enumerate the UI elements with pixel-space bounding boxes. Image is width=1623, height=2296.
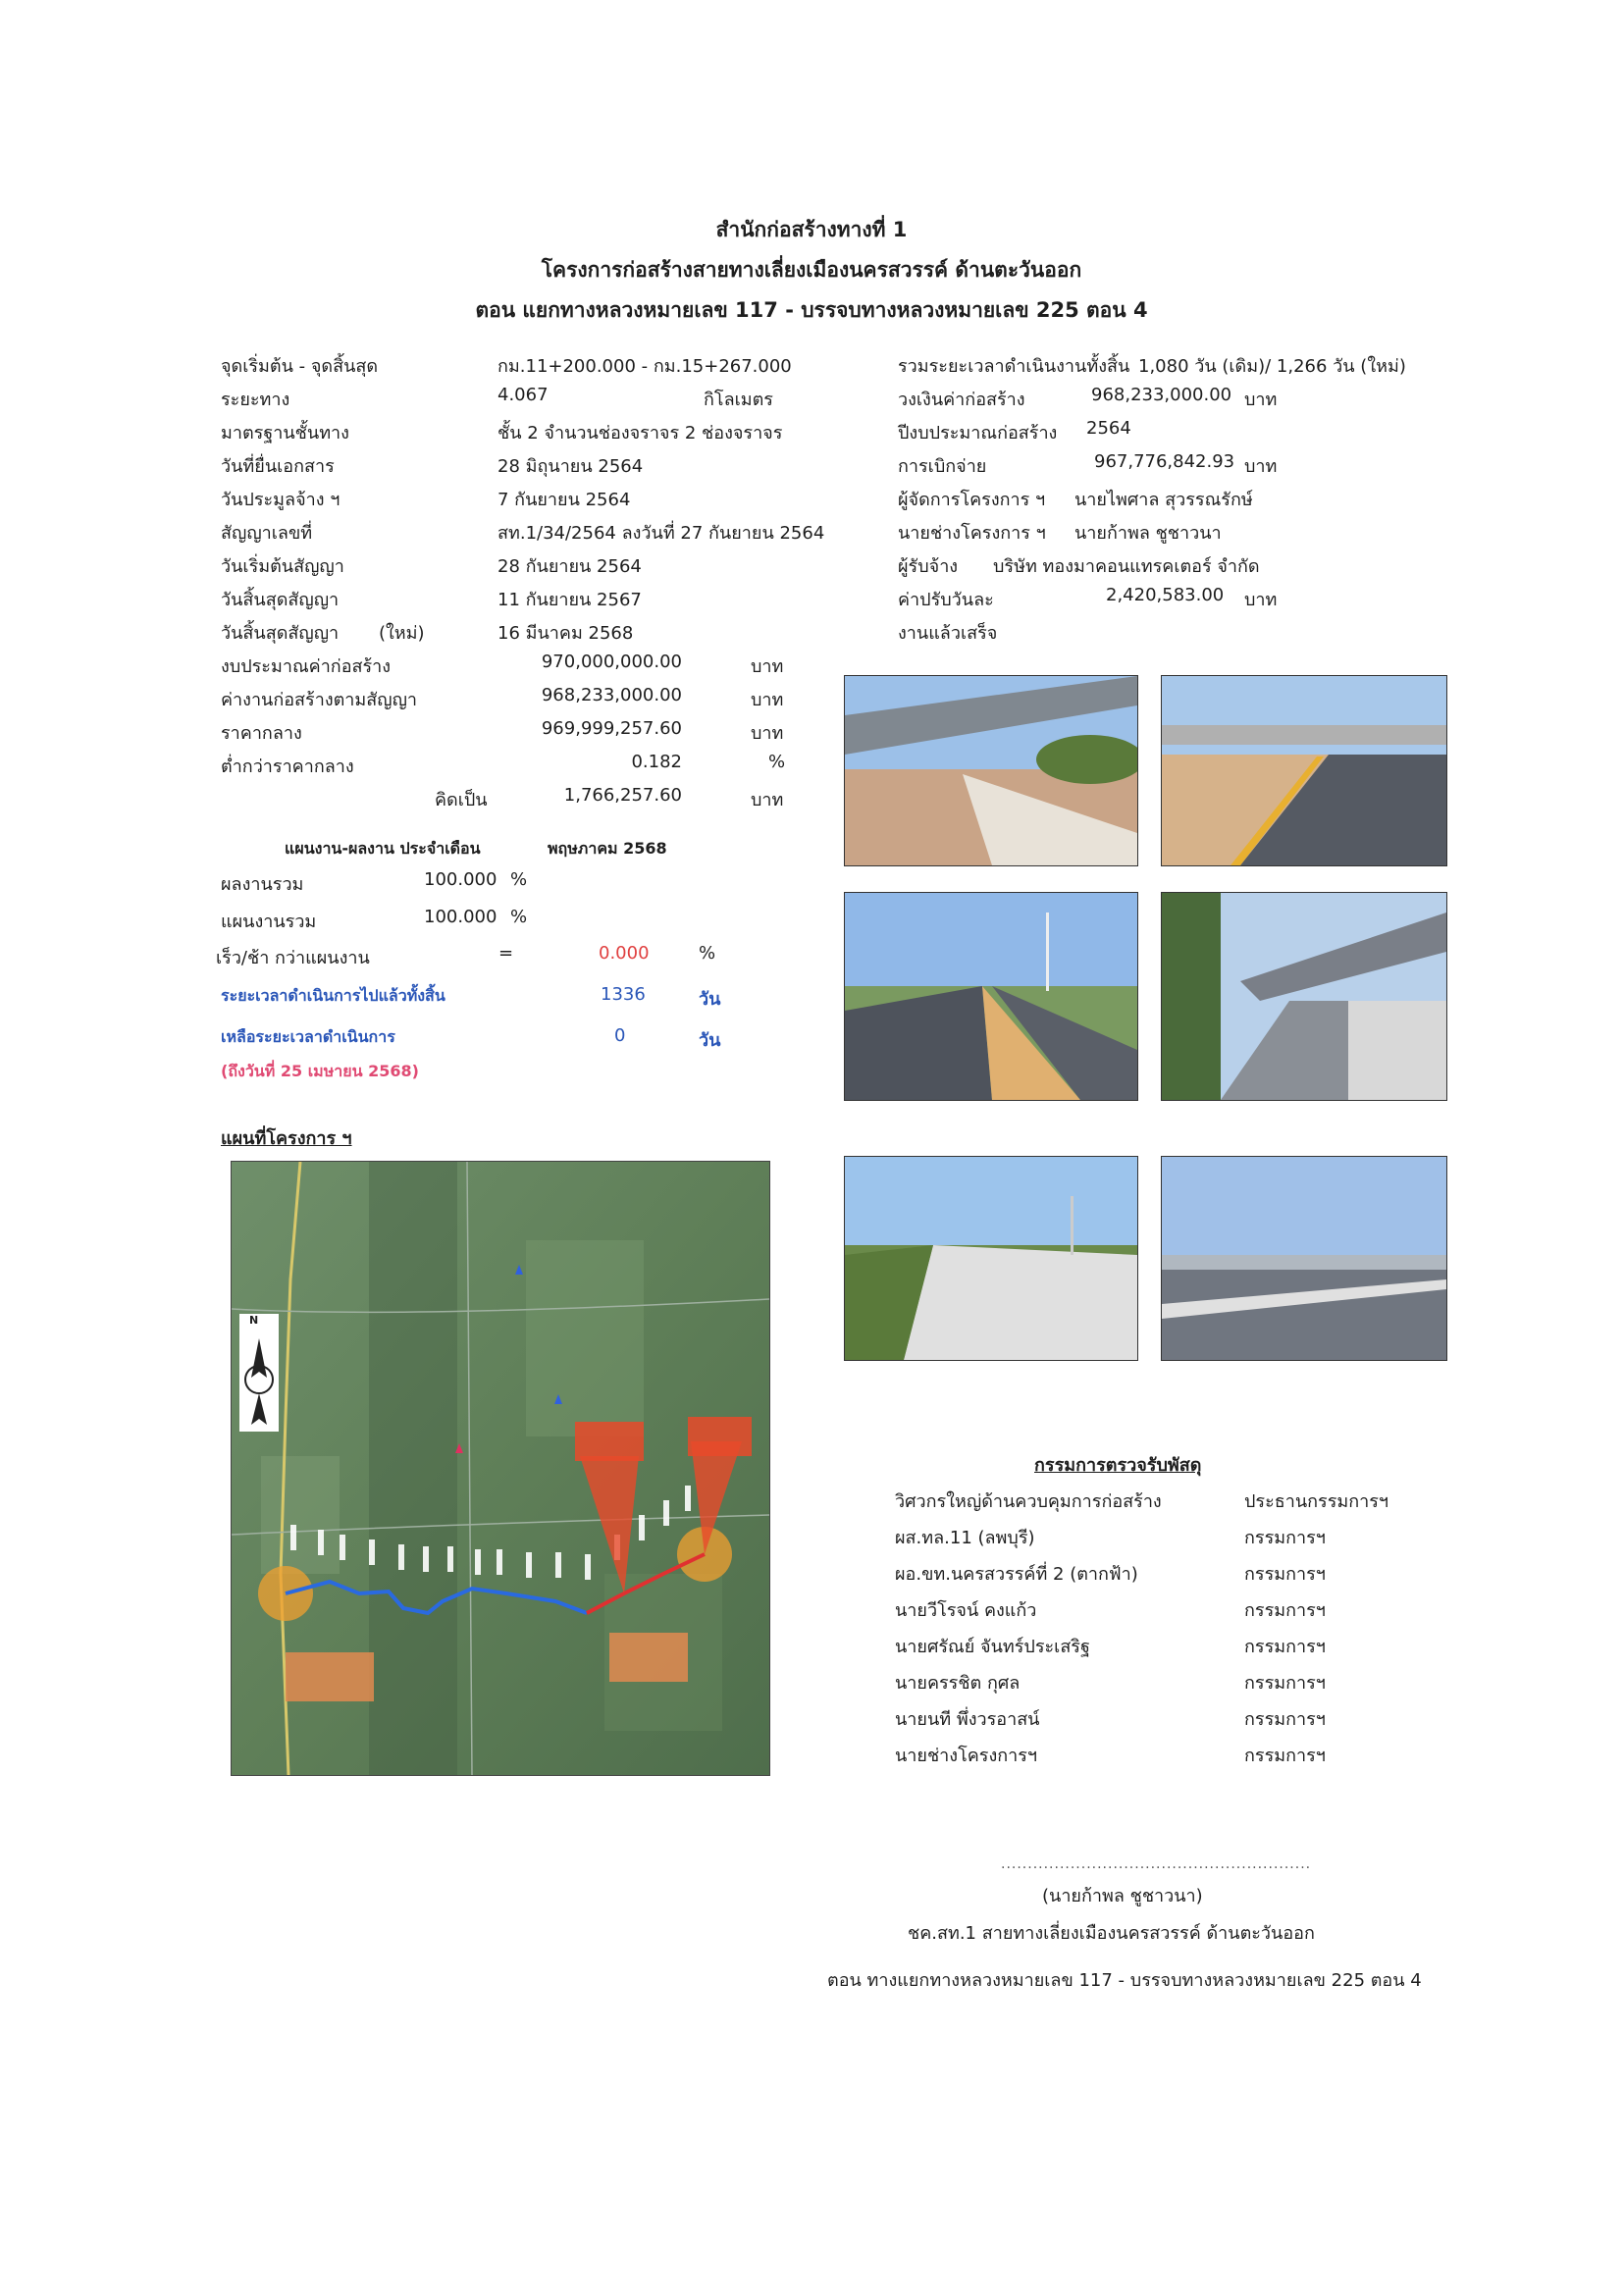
money-label: ราคากลาง bbox=[221, 723, 302, 744]
committee-member-role: กรรมการฯ bbox=[1244, 1528, 1326, 1548]
committee-member-role: กรรมการฯ bbox=[1244, 1746, 1326, 1766]
info-label: ผู้รับจ้าง bbox=[898, 556, 959, 577]
info-value: 1,080 วัน (เดิม)/ 1,266 วัน (ใหม่) bbox=[1138, 356, 1406, 377]
info-value: ชั้น 2 จำนวนช่องจราจร 2 ช่องจราจร bbox=[497, 423, 783, 444]
committee-member-role: กรรมการฯ bbox=[1244, 1600, 1326, 1621]
info-unit: กิโลเมตร bbox=[704, 390, 773, 410]
committee-member-name: ผอ.ขท.นครสวรรค์ที่ 2 (ตากฟ้า) bbox=[895, 1564, 1138, 1585]
site-photo-2 bbox=[1161, 675, 1447, 866]
committee-member-name: นายครรชิต กุศล bbox=[895, 1673, 1021, 1694]
money-unit: บาท bbox=[751, 723, 784, 744]
money-unit: บาท bbox=[751, 690, 784, 710]
info-value: นายไพศาล สุวรรณรักษ์ bbox=[1074, 490, 1253, 510]
committee-member-role: ประธานกรรมการฯ bbox=[1244, 1491, 1389, 1512]
info-value: 16 มีนาคม 2568 bbox=[497, 623, 634, 644]
money-label: ต่ำกว่าราคากลาง bbox=[221, 757, 354, 777]
elapsed-label: ระยะเวลาดำเนินการไปแล้วทั้งสิ้น bbox=[221, 986, 445, 1005]
money-value: 1,766,257.60 bbox=[563, 785, 682, 806]
money-value: 968,233,000.00 bbox=[541, 685, 682, 705]
project-map-image bbox=[232, 1162, 769, 1775]
committee-member-name: นายช่างโครงการฯ bbox=[895, 1746, 1038, 1766]
header-line1: สำนักก่อสร้างทางที่ 1 bbox=[715, 218, 908, 241]
site-photo-4 bbox=[1161, 892, 1447, 1101]
info-value: บริษัท ทองมาคอนแทรคเตอร์ จำกัด bbox=[993, 556, 1260, 577]
committee-member-name: ผส.ทล.11 (ลพบุรี) bbox=[895, 1528, 1035, 1548]
committee-member-role: กรรมการฯ bbox=[1244, 1564, 1326, 1585]
money-value: 970,000,000.00 bbox=[541, 652, 682, 672]
site-photo-1 bbox=[844, 675, 1138, 866]
signature-section: ตอน ทางแยกทางหลวงหมายเลข 117 - บรรจบทางหลวงหมายเลข 225 ตอน 4 bbox=[827, 1970, 1422, 1991]
result-pct: % bbox=[510, 869, 528, 890]
info-unit: บาท bbox=[1244, 456, 1278, 477]
progress-heading: แผนงาน-ผลงาน ประจำเดือน bbox=[285, 839, 481, 858]
info-label: ค่าปรับวันละ bbox=[898, 590, 994, 610]
money-label: ค่างานก่อสร้างตามสัญญา bbox=[221, 690, 418, 710]
north-label: N bbox=[249, 1314, 259, 1327]
map-title: แผนที่โครงการ ฯ bbox=[221, 1128, 352, 1149]
info-unit: บาท bbox=[1244, 590, 1278, 610]
progress-month: พฤษภาคม 2568 bbox=[548, 839, 667, 858]
info-value: 2564 bbox=[1086, 418, 1131, 439]
committee-title: กรรมการตรวจรับพัสดุ bbox=[1034, 1455, 1202, 1476]
info-value: 4.067 bbox=[497, 385, 549, 405]
diff-pct: % bbox=[699, 943, 716, 964]
info-label: งานแล้วเสร็จ bbox=[898, 623, 998, 644]
header-line2: โครงการก่อสร้างสายทางเลี่ยงเมืองนครสวรรค์ ด้านตะวันออก bbox=[541, 258, 1082, 282]
info-value: นายก้าพล ชูชาวนา bbox=[1074, 523, 1222, 544]
info-value: 967,776,842.93 bbox=[1094, 451, 1235, 472]
info-label-new: (ใหม่) bbox=[379, 623, 425, 644]
info-label: จุดเริ่มต้น - จุดสิ้นสุด bbox=[221, 356, 379, 377]
asof-date: (ถึงวันที่ 25 เมษายน 2568) bbox=[221, 1062, 419, 1080]
elapsed-day: วัน bbox=[699, 989, 721, 1010]
money-unit: % bbox=[768, 752, 786, 772]
site-photo-5 bbox=[844, 1156, 1138, 1361]
info-value: 11 กันยายน 2567 bbox=[497, 590, 642, 610]
plan-label: แผนงานรวม bbox=[221, 912, 317, 932]
committee-member-name: วิศวกรใหญ่ด้านควบคุมการก่อสร้าง bbox=[895, 1491, 1162, 1512]
info-value: กม.11+200.000 - กม.15+267.000 bbox=[497, 356, 792, 377]
diff-value: 0.000 bbox=[599, 943, 650, 964]
money-unit: บาท bbox=[751, 656, 784, 677]
site-photo-3 bbox=[844, 892, 1138, 1101]
plan-pct: % bbox=[510, 907, 528, 927]
signature-name: (นายก้าพล ชูชาวนา) bbox=[1042, 1886, 1203, 1906]
info-unit: บาท bbox=[1244, 390, 1278, 410]
diff-eq: = bbox=[498, 943, 514, 964]
result-value: 100.000 bbox=[424, 869, 497, 890]
committee-member-role: กรรมการฯ bbox=[1244, 1709, 1326, 1730]
info-value: 968,233,000.00 bbox=[1091, 385, 1232, 405]
info-label: สัญญาเลขที่ bbox=[221, 523, 313, 544]
money-label: คิดเป็น bbox=[435, 790, 488, 810]
committee-member-role: กรรมการฯ bbox=[1244, 1673, 1326, 1694]
money-value: 969,999,257.60 bbox=[541, 718, 682, 739]
info-label: การเบิกจ่าย bbox=[898, 456, 987, 477]
elapsed-value: 1336 bbox=[601, 984, 646, 1005]
committee-member-role: กรรมการฯ bbox=[1244, 1637, 1326, 1657]
committee-member-name: นายวีโรจน์ คงแก้ว bbox=[895, 1600, 1037, 1621]
remain-day: วัน bbox=[699, 1030, 721, 1051]
info-label: วันประมูลจ้าง ฯ bbox=[221, 490, 340, 510]
info-value: สท.1/34/2564 ลงวันที่ 27 กันยายน 2564 bbox=[497, 523, 825, 544]
remain-value: 0 bbox=[614, 1025, 626, 1046]
info-value: 28 กันยายน 2564 bbox=[497, 556, 642, 577]
info-label: รวมระยะเวลาดำเนินงานทั้งสิ้น bbox=[898, 356, 1130, 377]
info-value: 7 กันยายน 2564 bbox=[497, 490, 631, 510]
header-line3: ตอน แยกทางหลวงหมายเลข 117 - บรรจบทางหลวงหมายเลข 225 ตอน 4 bbox=[475, 298, 1148, 322]
money-label: งบประมาณค่าก่อสร้าง bbox=[221, 656, 392, 677]
info-label: วันสิ้นสุดสัญญา bbox=[221, 623, 340, 644]
info-label: วันที่ยื่นเอกสาร bbox=[221, 456, 335, 477]
info-label: มาตรฐานชั้นทาง bbox=[221, 423, 349, 444]
plan-value: 100.000 bbox=[424, 907, 497, 927]
info-label: ระยะทาง bbox=[221, 390, 290, 410]
info-label: วงเงินค่าก่อสร้าง bbox=[898, 390, 1025, 410]
info-label: ผู้จัดการโครงการ ฯ bbox=[898, 490, 1046, 510]
info-label: ปีงบประมาณก่อสร้าง bbox=[898, 423, 1058, 444]
committee-member-name: นายนที พึ่งวรอาสน์ bbox=[895, 1709, 1040, 1730]
diff-label: เร็ว/ช้า กว่าแผนงาน bbox=[216, 948, 370, 968]
committee-member-name: นายศรัณย์ จันทร์ประเสริฐ bbox=[895, 1637, 1090, 1657]
info-value: 28 มิถุนายน 2564 bbox=[497, 456, 644, 477]
signature-position: ชค.สท.1 สายทางเลี่ยงเมืองนครสวรรค์ ด้านตะวันออก bbox=[908, 1923, 1315, 1944]
info-value: 2,420,583.00 bbox=[1106, 585, 1225, 605]
site-photo-6 bbox=[1161, 1156, 1447, 1361]
remain-label: เหลือระยะเวลาดำเนินการ bbox=[221, 1027, 395, 1046]
project-map bbox=[231, 1161, 770, 1776]
money-unit: บาท bbox=[751, 790, 784, 810]
money-value: 0.182 bbox=[631, 752, 682, 772]
info-label: นายช่างโครงการ ฯ bbox=[898, 523, 1046, 544]
signature-line: .......................................................... bbox=[1001, 1856, 1312, 1872]
info-label: วันเริ่มต้นสัญญา bbox=[221, 556, 344, 577]
result-label: ผลงานรวม bbox=[221, 874, 304, 895]
info-label: วันสิ้นสุดสัญญา bbox=[221, 590, 340, 610]
